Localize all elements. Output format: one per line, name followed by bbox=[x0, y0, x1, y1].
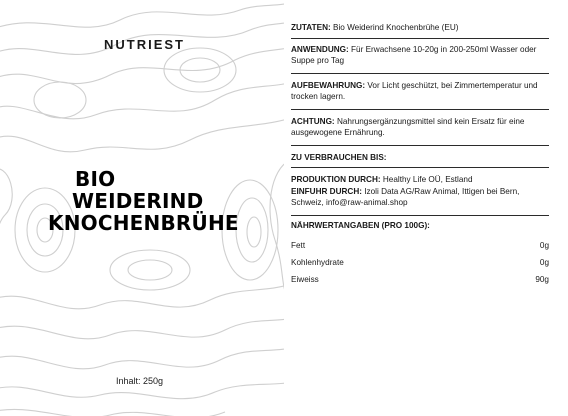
nutrition-section bbox=[291, 216, 549, 291]
nutrition-name: Fett bbox=[291, 241, 306, 250]
nutrition-heading: NÄHRWERTANGABEN (PRO 100G): bbox=[291, 220, 430, 230]
best-before-heading: ZU VERBRAUCHEN BIS: bbox=[291, 152, 387, 162]
nutrition-name: Kohlenhydrate bbox=[291, 258, 344, 267]
producer-heading: PRODUKTION DURCH: bbox=[291, 175, 381, 184]
best-before-section bbox=[291, 146, 549, 169]
product-title-line-2: WEIDERIND bbox=[72, 189, 204, 213]
storage-section bbox=[291, 74, 549, 110]
usage-section bbox=[291, 39, 549, 74]
warning-text: Nahrungsergänzungsmittel sind kein Ersatz für eine ausgewogene Ernährung. bbox=[291, 116, 525, 137]
storage-heading: AUFBEWAHRUNG: bbox=[291, 80, 366, 90]
nutrition-value: 90g bbox=[535, 275, 549, 284]
ingredients-section bbox=[291, 18, 549, 39]
storage-text: Vor Licht geschützt, bei Zimmertemperatur und trocken lagern. bbox=[291, 80, 538, 101]
brand-logo: NUTRIEST bbox=[104, 37, 185, 52]
product-title-line-3: KNOCHENBRÜHE bbox=[48, 211, 239, 235]
product-title bbox=[48, 168, 239, 234]
product-title-line-1: BIO bbox=[75, 167, 116, 191]
producer-text: Healthy Life OÜ, Estland bbox=[380, 175, 473, 184]
importer-line bbox=[291, 186, 549, 209]
warning-heading: ACHTUNG: bbox=[291, 116, 335, 126]
usage-heading: ANWENDUNG: bbox=[291, 44, 349, 54]
nutrition-value: 0g bbox=[539, 258, 549, 267]
ingredients-text: Bio Weiderind Knochenbrühe (EU) bbox=[330, 23, 459, 32]
net-weight: Inhalt: 250g bbox=[116, 376, 164, 386]
nutrition-row bbox=[291, 252, 549, 269]
nutrition-value: 0g bbox=[539, 241, 549, 250]
info-panel bbox=[291, 18, 549, 290]
warning-section bbox=[291, 110, 549, 146]
origin-section bbox=[291, 168, 549, 216]
importer-heading: EINFUHR DURCH: bbox=[291, 186, 362, 196]
nutrition-row bbox=[291, 235, 549, 252]
importer-text: Izoli Data AG/Raw Animal, Ittigen bei Bern, Schweiz, info@raw-animal.shop bbox=[291, 186, 520, 207]
nutrition-name: Eiweiss bbox=[291, 275, 319, 284]
nutrition-row bbox=[291, 269, 549, 286]
ingredients-heading: ZUTATEN: bbox=[291, 23, 331, 32]
producer-line bbox=[291, 174, 549, 186]
usage-text: Für Erwachsene 10-20g in 200-250ml Wasser oder Suppe pro Tag bbox=[291, 44, 537, 65]
